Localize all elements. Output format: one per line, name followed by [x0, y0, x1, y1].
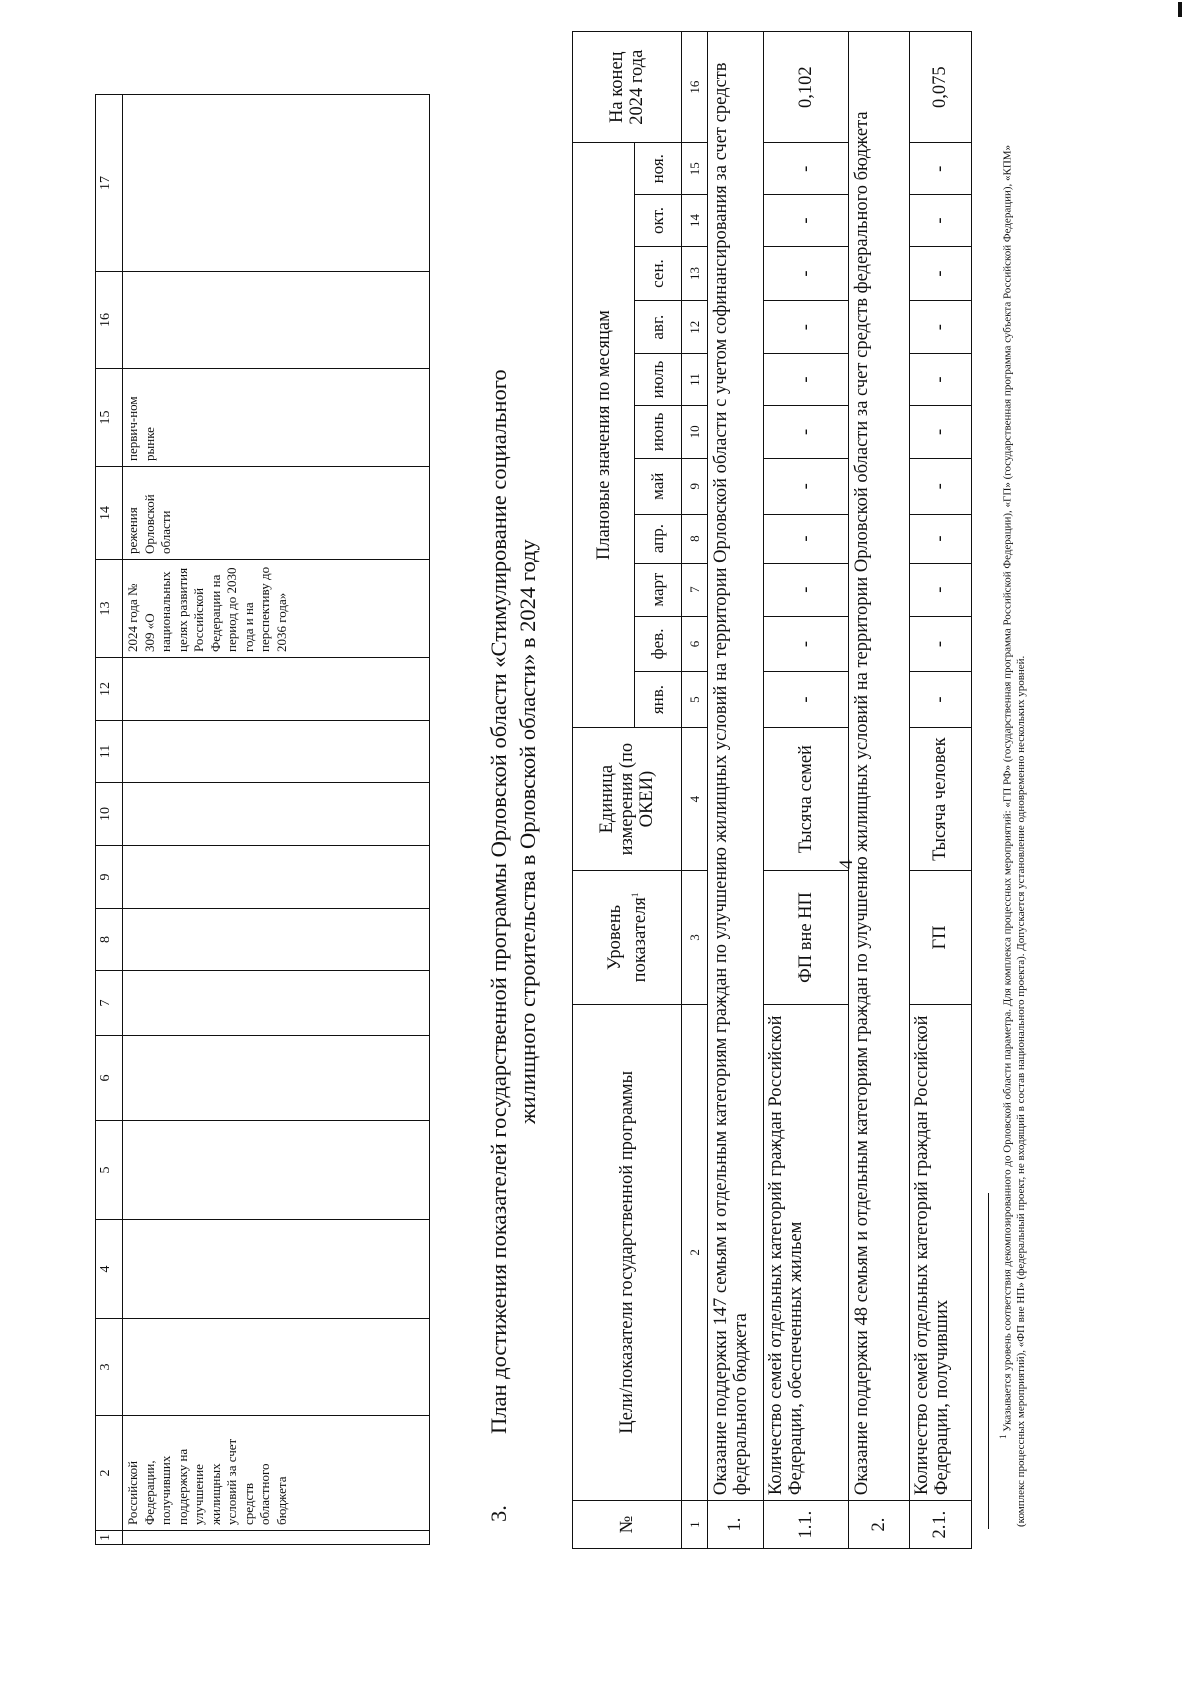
- header-number: №: [573, 1501, 682, 1549]
- column-number: 12: [682, 301, 708, 354]
- col-number: 4: [96, 1220, 123, 1319]
- section-title-line-1: План достижения показателей государственной программы Орловской области «Стимулирование социального: [486, 369, 511, 1434]
- column-number: 10: [682, 405, 708, 458]
- month-header: сен.: [635, 246, 682, 300]
- indicator-unit: Тысяча семей: [763, 727, 849, 871]
- indicator-level: ГП: [909, 871, 971, 1004]
- table-cell: 2024 года № 309 «О национальных целях развития Российской Федерации на период до 2030 года и на перспективу до 2036 года»: [123, 560, 430, 658]
- month-value: -: [763, 405, 849, 458]
- month-value: -: [763, 246, 849, 300]
- goal-row: [849, 32, 909, 1549]
- month-header: янв.: [635, 672, 682, 728]
- column-number: 13: [682, 246, 708, 300]
- col-number: 12: [96, 658, 123, 721]
- col-number: 6: [96, 1036, 123, 1121]
- table-cell: Российской Федерации, получивших поддержку на улучшение жилищных условий за счет средств областного бюджета: [123, 1416, 430, 1531]
- column-number: 11: [682, 354, 708, 406]
- row-number: 2.: [849, 1501, 909, 1549]
- header-end-year: На конец 2024 года: [573, 32, 682, 143]
- table-cell: [123, 1319, 430, 1416]
- scan-mark: [1178, 2, 1182, 17]
- col-number: 15: [96, 369, 123, 467]
- footnote-separator: [988, 1193, 989, 1529]
- col-number: 16: [96, 272, 123, 369]
- month-value: -: [909, 195, 971, 247]
- month-value: -: [763, 195, 849, 247]
- month-value: -: [763, 458, 849, 514]
- month-value: -: [909, 616, 971, 672]
- page-number: 4: [836, 859, 857, 869]
- month-value: -: [909, 301, 971, 354]
- column-number: 15: [682, 143, 708, 195]
- table-cell: [123, 658, 430, 721]
- indicator-level: ФП вне НП: [763, 871, 849, 1004]
- month-value: -: [909, 246, 971, 300]
- table-cell: [123, 1531, 430, 1545]
- table-cell: [123, 846, 430, 909]
- col-number: 2: [96, 1416, 123, 1531]
- month-header: фев.: [635, 616, 682, 672]
- footnote-marker: 1: [629, 892, 640, 898]
- column-number: 9: [682, 458, 708, 514]
- month-value: -: [909, 354, 971, 406]
- col-number: 14: [96, 467, 123, 560]
- column-number: 16: [682, 32, 708, 143]
- col-number: 17: [96, 95, 123, 272]
- header-row: [573, 32, 635, 1549]
- month-value: -: [909, 672, 971, 728]
- indicator-name: Количество семей отдельных категорий граждан Российской Федерации, получивших: [909, 1004, 971, 1501]
- column-number: 3: [682, 871, 708, 1004]
- table-cell: [123, 95, 430, 272]
- indicator-row: [763, 32, 849, 1549]
- header-level-text: Уровень показателя: [604, 897, 650, 983]
- month-header: июль: [635, 354, 682, 406]
- goal-row: [707, 32, 763, 1549]
- table-cell: [123, 783, 430, 846]
- col-number: 7: [96, 971, 123, 1036]
- column-number: 8: [682, 514, 708, 563]
- row-number: 2.1.: [909, 1501, 971, 1549]
- month-value: -: [763, 143, 849, 195]
- month-value: -: [763, 514, 849, 563]
- footnote-text: Указывается уровень соответствия декомпозированного до Орловской области параметра. Для комплекса процессных мероприятий: «ГП РФ» (государственная программа Российской Федерации), «ГП» (государственная программа субъекта Российской Федерации), «КПМ» (комплекс процессных мероприятий), «ФП вне НП» (федеральный проект, не входящий в состав национального проекта). Допускается установление одновременно нескольких уровней.: [1001, 144, 1028, 1527]
- col-number: 10: [96, 783, 123, 846]
- end-year-value: 0,102: [763, 32, 849, 143]
- indicator-unit: Тысяча человек: [909, 727, 971, 871]
- col-number: 8: [96, 909, 123, 971]
- column-number: 4: [682, 727, 708, 871]
- header-goals: Цели/показатели государственной программы: [573, 1004, 682, 1501]
- footnote: [997, 127, 1029, 1527]
- footnote-marker: 1: [998, 1434, 1008, 1439]
- col-number: 11: [96, 721, 123, 783]
- month-value: -: [763, 301, 849, 354]
- section-title-line-2: жилищного строительства в Орловской области» в 2024 году: [515, 539, 540, 1124]
- month-header: май: [635, 458, 682, 514]
- table-cell: [123, 272, 430, 369]
- month-header: апр.: [635, 514, 682, 563]
- column-number: 2: [682, 1004, 708, 1501]
- column-number-row: [682, 32, 708, 1549]
- table-cell: [123, 721, 430, 783]
- end-year-value: 0,075: [909, 32, 971, 143]
- month-header: окт.: [635, 195, 682, 247]
- header-level: [573, 871, 682, 1004]
- plan-table: [572, 31, 972, 1549]
- month-value: -: [909, 405, 971, 458]
- table-cell: [123, 971, 430, 1036]
- column-number: 6: [682, 616, 708, 672]
- col-number: 1: [96, 1531, 123, 1545]
- header-unit: Единица измерения (по ОКЕИ): [573, 727, 682, 871]
- col-number: 13: [96, 560, 123, 658]
- month-value: -: [763, 563, 849, 616]
- month-value: -: [909, 563, 971, 616]
- continuation-data-row: [123, 95, 430, 1545]
- goal-text: Оказание поддержки 48 семьям и отдельным категориям граждан по улучшению жилищных условий на территории Орловской области за счет средств федерального бюджета: [849, 32, 909, 1501]
- row-number: 1.: [707, 1501, 763, 1549]
- month-value: -: [909, 458, 971, 514]
- month-header: июнь: [635, 405, 682, 458]
- header-planned-values: Плановые значения по месяцам: [573, 143, 635, 728]
- column-number: 14: [682, 195, 708, 247]
- column-number: 5: [682, 672, 708, 728]
- month-value: -: [763, 672, 849, 728]
- table-cell: [123, 1220, 430, 1319]
- column-number: 1: [682, 1501, 708, 1549]
- continuation-header-row: [96, 95, 123, 1545]
- month-header: авг.: [635, 301, 682, 354]
- col-number: 3: [96, 1319, 123, 1416]
- column-number: 7: [682, 563, 708, 616]
- table-cell: [123, 909, 430, 971]
- month-value: -: [909, 514, 971, 563]
- table-cell: режения Орловской области: [123, 467, 430, 560]
- month-header: март: [635, 563, 682, 616]
- section-number: 3.: [486, 1505, 511, 1522]
- month-value: -: [909, 143, 971, 195]
- table-cell: первич-ном рынке: [123, 369, 430, 467]
- col-number: 5: [96, 1121, 123, 1220]
- table-cell: [123, 1036, 430, 1121]
- col-number: 9: [96, 846, 123, 909]
- month-value: -: [763, 616, 849, 672]
- month-value: -: [763, 354, 849, 406]
- month-header: ноя.: [635, 143, 682, 195]
- indicator-name: Количество семей отдельных категорий граждан Российской Федерации, обеспеченных жильем: [763, 1004, 849, 1501]
- continuation-table: [95, 94, 430, 1545]
- row-number: 1.1.: [763, 1501, 849, 1549]
- goal-text: Оказание поддержки 147 семьям и отдельным категориям граждан по улучшению жилищных условий на территории Орловской области с учетом софинансирования за счет средств федерального бюджета: [707, 32, 763, 1501]
- table-cell: [123, 1121, 430, 1220]
- indicator-row: [909, 32, 971, 1549]
